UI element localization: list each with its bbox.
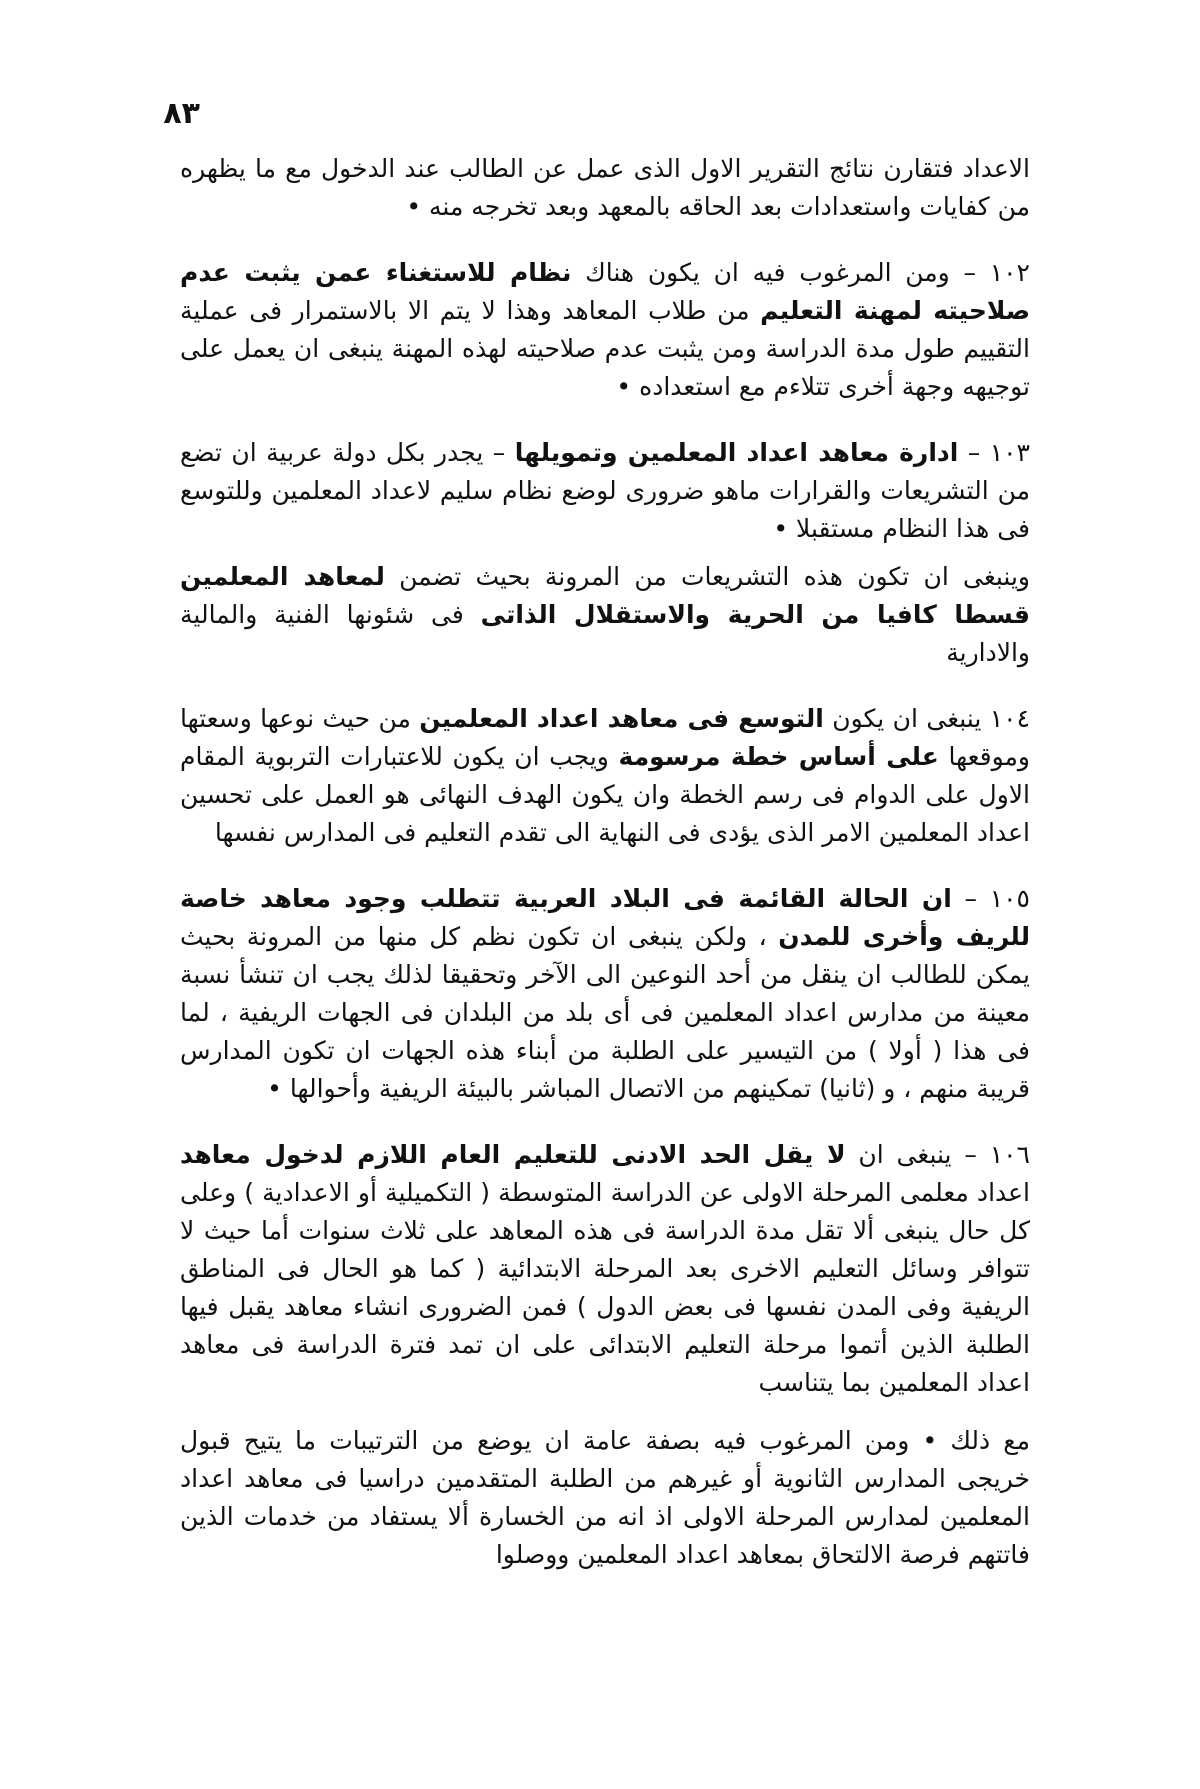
paragraph-emphasis: لا يقل الحد الادنى للتعليم العام اللازم لدخول معاهد	[180, 1140, 846, 1169]
paragraph-text: فى شئونها الفنية والمالية والادارية	[180, 600, 1030, 667]
paragraph-105	[180, 880, 1030, 1108]
paragraph-text: ، ولكن ينبغى ان تكون نظم كل منها من المرونة بحيث يمكن للطالب ان ينقل من أحد النوعين الى الآخر وتحقيقا لذلك يجب ان تنشأ نسبة معينة من مدارس اعداد المعلمين فى أى بلد من البلدان فى الجهات الريفية ، لما فى هذا ( أولا ) من التيسير على الطلبة من أبناء هذه الجهات ان تكون المدارس قريبة منهم ، و (ثانيا) تمكينهم من الاتصال المباشر بالبيئة الريفية وأحوالها •	[180, 922, 1030, 1103]
paragraph-text: ١٠٥ –	[951, 884, 1030, 913]
page-number: ٨٣	[163, 96, 200, 131]
paragraph-103-continuation	[180, 558, 1030, 672]
paragraph-text: من حيث نوعها وسعتها وموقعها	[180, 704, 1030, 771]
paragraph-106-continuation	[180, 1422, 1030, 1574]
paragraph-text: ١٠٢ – ومن المرغوب فيه ان يكون هناك	[571, 258, 1030, 287]
paragraph-103	[180, 434, 1030, 548]
paragraph-102	[180, 254, 1030, 406]
paragraph-emphasis: نظام للاستغناء عمن يثبت عدم صلاحيته لمهنة التعليم	[180, 258, 1030, 325]
paragraph-emphasis: التوسع فى معاهد اعداد المعلمين	[419, 704, 824, 733]
paragraph-emphasis: لمعاهد المعلمين قسطا كافيا من الحرية والاستقلال الذاتى	[180, 562, 1030, 629]
paragraph-text: ويجب ان يكون للاعتبارات التربوية المقام الاول على الدوام فى رسم الخطة وان يكون الهدف النهائى هو العمل على تحسين اعداد المعلمين الامر الذى يؤدى فى النهاية الى تقدم التعليم فى المدارس نفسها	[180, 742, 1030, 847]
paragraph-106	[180, 1136, 1030, 1402]
paragraph-text: وينبغى ان تكون هذه التشريعات من المرونة بحيث تضمن	[384, 562, 1031, 591]
paragraph-text: مع ذلك • ومن المرغوب فيه بصفة عامة ان يوضع من الترتيبات ما يتيح قبول خريجى المدارس الثانوية أو غيرهم من الطلبة المتقدمين دراسيا فى معاهد اعداد المعلمين لمدارس المرحلة الاولى اذ انه من الخسارة ألا يستفاد من خدمات الذين فاتتهم فرصة الالتحاق بمعاهد اعداد المعلمين ووصلوا	[180, 1426, 1030, 1569]
paragraph-intro	[180, 150, 1030, 226]
paragraph-emphasis: ان الحالة القائمة فى البلاد العربية تتطلب وجود معاهد خاصة للريف وأخرى للمدن	[180, 884, 1031, 951]
page-body	[180, 150, 1030, 1602]
paragraph-text: الاعداد فتقارن نتائج التقرير الاول الذى عمل عن الطالب عند الدخول مع ما يظهره من كفايات واستعدادات بعد الحاقه بالمعهد وبعد تخرجه منه •	[180, 154, 1030, 221]
paragraph-104	[180, 700, 1030, 852]
paragraph-text: ١٠٤ ينبغى ان يكون	[823, 704, 1031, 733]
paragraph-emphasis: على أساس خطة مرسومة	[618, 742, 939, 771]
paragraph-text: من طلاب المعاهد وهذا لا يتم الا بالاستمرار فى عملية التقييم طول مدة الدراسة ومن يثبت عدم صلاحيته لهذه المهنة ينبغى ان يعمل على توجيهه وجهة أخرى تتلاءم مع استعداده •	[180, 296, 1030, 401]
paragraph-text: ١٠٣ –	[958, 438, 1030, 467]
paragraph-emphasis: ادارة معاهد اعداد المعلمين وتمويلها	[514, 438, 959, 467]
paragraph-text: ١٠٦ – ينبغى ان	[845, 1140, 1030, 1169]
paragraph-text: اعداد معلمى المرحلة الاولى عن الدراسة المتوسطة ( التكميلية أو الاعدادية ) وعلى كل حال ينبغى ألا تقل مدة الدراسة فى هذه المعاهد على ثلاث سنوات أما حيث لا تتوافر وسائل التعليم الاخرى بعد المرحلة الابتدائية ( كما هو الحال فى المناطق الريفية وفى المدن نفسها فى بعض الدول ) فمن الضرورى انشاء معاهد يقبل فيها الطلبة الذين أتموا مرحلة التعليم الابتدائى على ان تمد فترة الدراسة فى معاهد اعداد المعلمين بما يتناسب	[180, 1178, 1030, 1397]
paragraph-text: – يجدر بكل دولة عربية ان تضع من التشريعات والقرارات ماهو ضرورى لوضع نظام سليم لاعداد المعلمين وللتوسع فى هذا النظام مستقبلا •	[180, 438, 1030, 543]
